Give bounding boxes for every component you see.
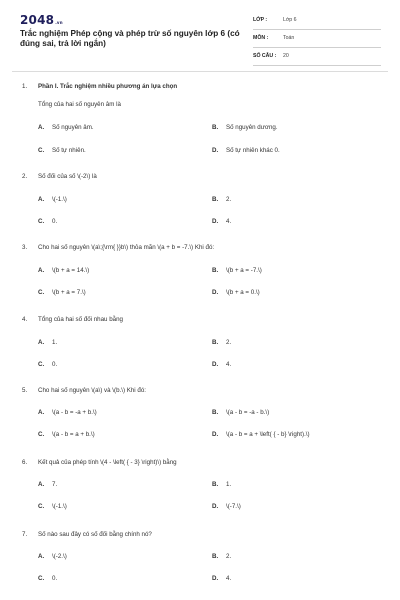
option-b[interactable]: B. 2. xyxy=(212,553,232,560)
question-text: Cho hai số nguyên \(a\) và \(b.\) Khi đó: xyxy=(38,387,146,394)
meta-key: SỐ CÂU : xyxy=(253,53,277,59)
meta-row-subject xyxy=(253,33,381,48)
option-b[interactable]: B. \(a - b = -a - b.\) xyxy=(212,409,270,416)
option-a[interactable]: A. \(a - b = -a + b.\) xyxy=(38,409,97,416)
option-c[interactable]: C. Số tự nhiên. xyxy=(38,147,86,154)
option-d[interactable]: D. Số tự nhiên khác 0. xyxy=(212,147,280,154)
option-c[interactable]: C. \(a - b = a + b.\) xyxy=(38,431,95,438)
meta-value: Toán xyxy=(283,35,295,41)
option-a[interactable]: A. 7. xyxy=(38,481,58,488)
site-logo[interactable]: 2048.vn xyxy=(20,13,63,27)
document-meta xyxy=(253,15,381,69)
option-d[interactable]: D. \(b + a = 0.\) xyxy=(212,289,260,296)
option-d[interactable]: D. \(-7.\) xyxy=(212,503,241,510)
option-a[interactable]: A. Số nguyên âm. xyxy=(38,124,94,131)
question-text: Cho hai số nguyên \(a\;{\rm{ }}b\) thỏa mãn \(a + b = -7.\) Khi đó: xyxy=(38,244,215,251)
question-number: 6. xyxy=(22,459,28,466)
question-text: Tổng của hai số nguyên âm là xyxy=(38,101,121,108)
option-c[interactable]: C. 0. xyxy=(38,575,58,582)
question-number: 5. xyxy=(22,387,28,394)
question-number: 1. xyxy=(22,83,28,90)
option-b[interactable]: B. \(b + a = -7.\) xyxy=(212,267,262,274)
meta-key: LỚP : xyxy=(253,17,268,23)
question-number: 4. xyxy=(22,316,28,323)
section-title: Phần I. Trắc nghiệm nhiều phương án lựa chọn xyxy=(38,83,178,90)
meta-row-class xyxy=(253,15,381,30)
document-title: Trắc nghiệm Phép cộng và phép trừ số nguyên lớp 6 (có đúng sai, trả lời ngắn) xyxy=(20,29,240,48)
option-a[interactable]: A. \(-2.\) xyxy=(38,553,67,560)
option-c[interactable]: C. 0. xyxy=(38,361,58,368)
meta-key: MÔN : xyxy=(253,35,269,41)
question-text: Số nào sau đây có số đối bằng chính nó? xyxy=(38,531,152,538)
option-a[interactable]: A. \(-1.\) xyxy=(38,196,67,203)
question-text: Số đối của số \(-2\) là xyxy=(38,173,97,180)
option-c[interactable]: C. \(-1.\) xyxy=(38,503,67,510)
option-b[interactable]: B. 1. xyxy=(212,481,232,488)
option-d[interactable]: D. 4. xyxy=(212,575,232,582)
option-b[interactable]: B. 2. xyxy=(212,339,232,346)
question-number: 3. xyxy=(22,244,28,251)
option-b[interactable]: B. Số nguyên dương. xyxy=(212,124,278,131)
option-b[interactable]: B. 2. xyxy=(212,196,232,203)
option-c[interactable]: C. 0. xyxy=(38,218,58,225)
option-c[interactable]: C. \(b + a = 7.\) xyxy=(38,289,86,296)
option-d[interactable]: D. 4. xyxy=(212,361,232,368)
question-text: Kết quả của phép tính \(4 - \left( { - 3} \right)\) bằng xyxy=(38,459,177,466)
option-a[interactable]: A. 1. xyxy=(38,339,58,346)
option-d[interactable]: D. 4. xyxy=(212,218,232,225)
question-number: 2. xyxy=(22,173,28,180)
meta-value: 20 xyxy=(283,53,289,59)
document-header xyxy=(0,0,400,70)
option-a[interactable]: A. \(b + a = 14.\) xyxy=(38,267,90,274)
meta-value: Lớp 6 xyxy=(283,17,297,23)
option-d[interactable]: D. \(a - b = a + \left( { - b} \right).\) xyxy=(212,431,310,438)
meta-row-count xyxy=(253,51,381,66)
header-divider xyxy=(12,71,388,72)
question-number: 7. xyxy=(22,531,28,538)
question-text: Tổng của hai số đối nhau bằng xyxy=(38,316,123,323)
